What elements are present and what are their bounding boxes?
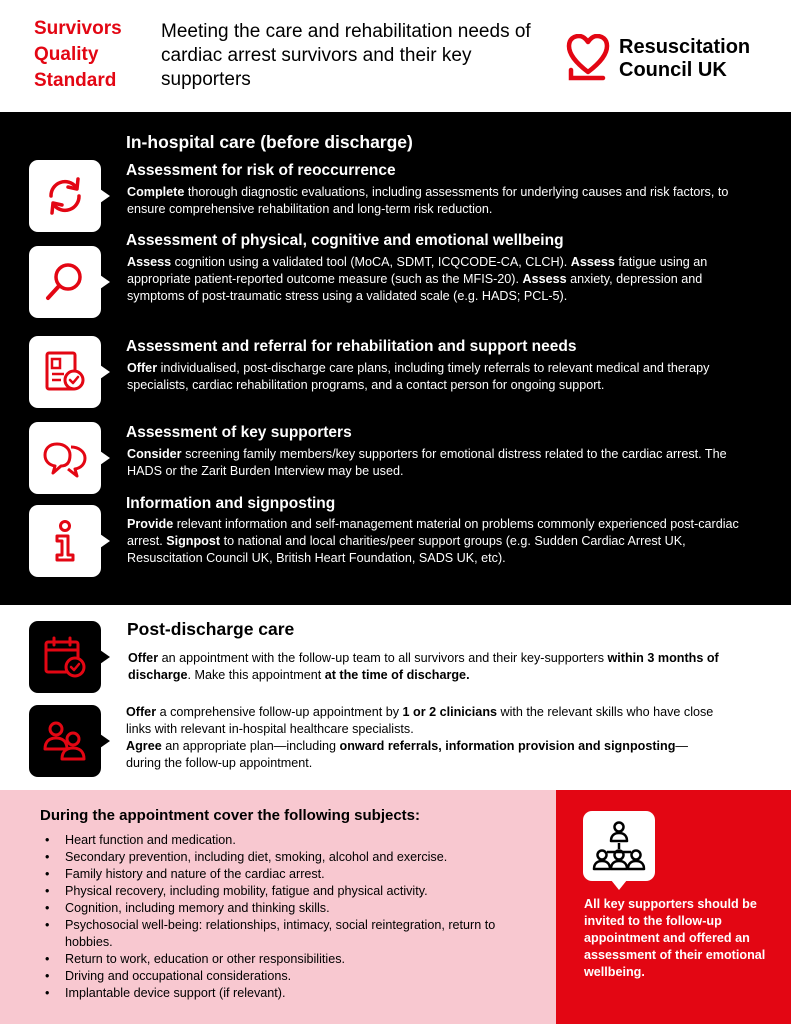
item-body — [127, 360, 742, 394]
appointment-subjects-section — [0, 790, 556, 1024]
magnifier-icon — [43, 260, 87, 304]
body-text: an appointment with the follow-up team to all survivors and their key-supporters — [158, 651, 608, 665]
list-item: • Return to work, education or other responsibilities. — [45, 951, 545, 968]
logo-line: Resuscitation — [619, 36, 751, 58]
item-title: Assessment for risk of reoccurrence — [126, 162, 396, 179]
action-verb: Provide — [127, 517, 174, 531]
list-item: • Secondary prevention, including diet, smoking, alcohol and exercise. — [45, 849, 545, 866]
badge-line: Quality — [34, 44, 99, 65]
item-icon-box — [29, 505, 101, 577]
body-text: cognition using a validated tool (MoCA, SDMT, ICQCODE-CA, CLCH). — [171, 255, 571, 269]
emphasis-text: 1 or 2 clinicians — [402, 705, 498, 719]
logo-text — [619, 36, 750, 82]
subjects-list — [45, 832, 545, 1002]
two-people-icon — [43, 719, 87, 763]
item-icon-box — [29, 621, 101, 693]
body-text: — during the follow-up appointment. — [126, 739, 689, 770]
action-verb: Offer — [128, 651, 159, 665]
body-text: a comprehensive follow-up appointment by — [156, 705, 403, 719]
item-title: Assessment of key supporters — [126, 424, 352, 441]
body-text: relevant information and self-management material on problems commonly experienced post-cardiac arrest. — [127, 517, 739, 548]
item-icon-box — [29, 705, 101, 777]
item-title: Assessment and referral for rehabilitation and support needs — [126, 338, 577, 355]
speech-bubbles-icon — [43, 436, 87, 480]
body-text: an appropriate plan—including — [161, 739, 340, 753]
page-title: Meeting the care and rehabilitation needs of cardiac arrest survivors and their key supporters — [161, 21, 531, 90]
key-supporters-panel — [556, 790, 791, 1024]
body-text: . Make this appointment — [187, 668, 325, 682]
item-body — [127, 516, 742, 567]
body-text: with the relevant skills who have close links with relevant in-hospital healthcare specialists. — [126, 705, 714, 736]
document-check-icon — [43, 350, 87, 394]
action-verb: Agree — [126, 739, 162, 753]
post-discharge-section — [0, 605, 791, 790]
emphasis-text: at the time of discharge. — [324, 668, 470, 682]
body-text: screening family members/key supporters for emotional distress related to the cardiac arrest. The HADS or the Zarit Burden Interview may be used. — [127, 447, 727, 478]
section-heading: In-hospital care (before discharge) — [126, 132, 413, 152]
header — [0, 0, 791, 112]
action-verb: Assess — [127, 255, 172, 269]
list-item: • Heart function and medication. — [45, 832, 545, 849]
item-body — [127, 254, 742, 305]
body-text: to national and local charities/peer support groups (e.g. Sudden Cardiac Arrest UK, Resuscitation Council UK, British Heart Foundation, SADS UK, etc). — [127, 534, 686, 565]
survivors-quality-standard-badge — [34, 16, 122, 94]
action-verb: Assess — [570, 255, 615, 269]
body-text: thorough diagnostic evaluations, including assessments for underlying causes and risk factors, to ensure comprehensive rehabilitation and long-term risk reduction. — [127, 185, 729, 216]
action-verb: Consider — [127, 447, 182, 461]
section-heading: During the appointment cover the following subjects: — [40, 807, 421, 824]
item-icon-box — [29, 246, 101, 318]
action-verb: Assess — [522, 272, 567, 286]
emphasis-text: within 3 months of discharge — [128, 651, 719, 682]
item-icon-box — [583, 811, 655, 881]
list-item: • Family history and nature of the cardiac arrest. — [45, 866, 545, 883]
list-item: • Driving and occupational considerations. — [45, 968, 545, 985]
resuscitation-council-logo — [565, 34, 775, 84]
item-icon-box — [29, 160, 101, 232]
list-item: • Physical recovery, including mobility, fatigue and physical activity. — [45, 883, 545, 900]
list-item: • Implantable device support (if relevant). — [45, 985, 545, 1002]
in-hospital-section — [0, 112, 791, 605]
section-heading: Post-discharge care — [127, 619, 295, 639]
body-text: individualised, post-discharge care plans, including timely referrals to relevant medical and therapy specialists, cardiac rehabilitation programs, and a contact person for ongoing support. — [127, 361, 710, 392]
logo-line: Council UK — [619, 59, 727, 81]
refresh-cycle-icon — [43, 174, 87, 218]
emphasis-text: onward referrals, information provision and signposting — [339, 739, 676, 753]
item-title: Information and signposting — [126, 495, 336, 512]
item-title: Assessment of physical, cognitive and emotional wellbeing — [126, 232, 564, 249]
item-body — [128, 650, 728, 684]
badge-line: Standard — [34, 70, 117, 91]
list-item: • Psychosocial well-being: relationships, intimacy, social reintegration, return to hobbies. — [45, 917, 545, 951]
body-text: anxiety, depression and symptoms of post-traumatic stress using a validated scale (e.g. HADS; PCL-5). — [127, 272, 703, 303]
item-icon-box — [29, 422, 101, 494]
action-verb: Offer — [126, 705, 157, 719]
badge-line: Survivors — [34, 18, 122, 39]
action-verb: Offer — [127, 361, 158, 375]
key-supporters-text: All key supporters should be invited to the follow-up appointment and offered an assessment of their emotional wellbeing. — [584, 897, 766, 979]
info-icon — [43, 519, 87, 563]
action-verb: Complete — [127, 185, 185, 199]
action-verb: Signpost — [166, 534, 221, 548]
item-body — [127, 184, 742, 218]
calendar-check-icon — [43, 635, 87, 679]
item-icon-box — [29, 336, 101, 408]
people-network-icon — [591, 819, 647, 873]
body-text: fatigue using an appropriate patient-reported outcome measure (such as the MFIS-20). — [127, 255, 708, 286]
heart-logo-icon — [565, 34, 611, 82]
item-body — [126, 704, 726, 772]
list-item: • Cognition, including memory and thinking skills. — [45, 900, 545, 917]
item-body — [127, 446, 742, 480]
